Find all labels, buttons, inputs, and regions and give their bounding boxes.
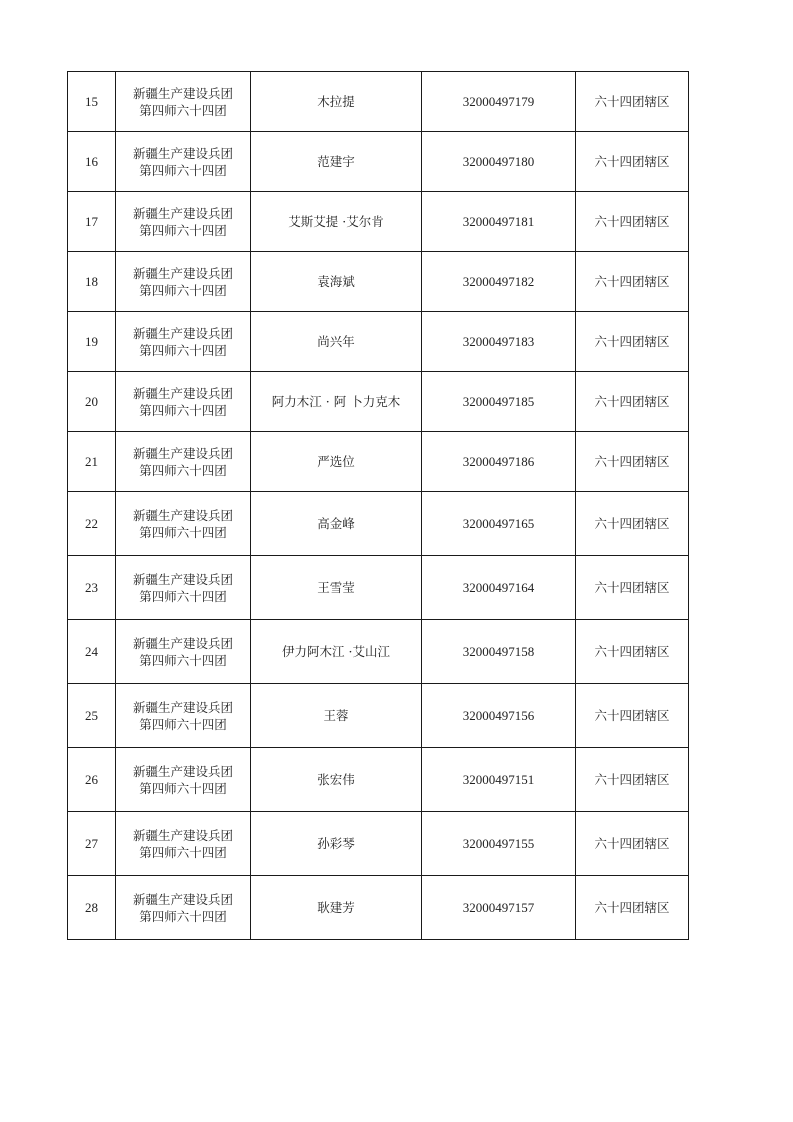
- jurisdiction-area: 六十四团辖区: [576, 252, 689, 312]
- unit-line-1: 新疆生产建设兵团: [132, 635, 233, 651]
- unit-cell: [116, 372, 251, 432]
- person-name: 王雪莹: [251, 556, 422, 620]
- person-name: 范建宇: [251, 132, 422, 192]
- jurisdiction-area: 六十四团辖区: [576, 432, 689, 492]
- table-row: [68, 812, 689, 876]
- jurisdiction-area: 六十四团辖区: [576, 876, 689, 940]
- id-code: 32000497164: [422, 556, 576, 620]
- unit-line-2: 第四师六十四团: [139, 716, 227, 732]
- person-name: 王蓉: [251, 684, 422, 748]
- table-row: [68, 72, 689, 132]
- jurisdiction-area: 六十四团辖区: [576, 72, 689, 132]
- unit-line-2: 第四师六十四团: [139, 282, 227, 298]
- unit-cell: [116, 432, 251, 492]
- unit-line-2: 第四师六十四团: [139, 102, 227, 118]
- jurisdiction-area: 六十四团辖区: [576, 812, 689, 876]
- id-code: 32000497158: [422, 620, 576, 684]
- row-index: 27: [68, 812, 116, 876]
- unit-line-1: 新疆生产建设兵团: [132, 85, 233, 101]
- id-code: 32000497151: [422, 748, 576, 812]
- unit-line-2: 第四师六十四团: [139, 524, 227, 540]
- row-index: 21: [68, 432, 116, 492]
- person-name: 艾斯艾提 ·艾尔肯: [251, 192, 422, 252]
- unit-cell: [116, 620, 251, 684]
- jurisdiction-area: 六十四团辖区: [576, 556, 689, 620]
- jurisdiction-area: 六十四团辖区: [576, 684, 689, 748]
- unit-cell: [116, 748, 251, 812]
- row-index: 24: [68, 620, 116, 684]
- person-name: 袁海斌: [251, 252, 422, 312]
- unit-cell: [116, 492, 251, 556]
- id-code: 32000497185: [422, 372, 576, 432]
- table-row: [68, 432, 689, 492]
- table-row: [68, 312, 689, 372]
- person-name: 孙彩琴: [251, 812, 422, 876]
- roster-table-container: [67, 71, 689, 940]
- unit-cell: [116, 132, 251, 192]
- table-row: [68, 876, 689, 940]
- id-code: 32000497182: [422, 252, 576, 312]
- row-index: 28: [68, 876, 116, 940]
- unit-line-2: 第四师六十四团: [139, 462, 227, 478]
- unit-line-1: 新疆生产建设兵团: [132, 891, 233, 907]
- jurisdiction-area: 六十四团辖区: [576, 312, 689, 372]
- table-row: [68, 620, 689, 684]
- table-row: [68, 372, 689, 432]
- unit-line-1: 新疆生产建设兵团: [132, 827, 233, 843]
- unit-line-1: 新疆生产建设兵团: [132, 385, 233, 401]
- id-code: 32000497186: [422, 432, 576, 492]
- row-index: 22: [68, 492, 116, 556]
- unit-line-1: 新疆生产建设兵团: [132, 699, 233, 715]
- row-index: 18: [68, 252, 116, 312]
- unit-cell: [116, 192, 251, 252]
- row-index: 20: [68, 372, 116, 432]
- roster-table: [67, 71, 689, 940]
- unit-line-2: 第四师六十四团: [139, 402, 227, 418]
- id-code: 32000497165: [422, 492, 576, 556]
- unit-line-2: 第四师六十四团: [139, 588, 227, 604]
- table-row: [68, 684, 689, 748]
- row-index: 17: [68, 192, 116, 252]
- person-name: 尚兴年: [251, 312, 422, 372]
- unit-line-2: 第四师六十四团: [139, 780, 227, 796]
- table-row: [68, 748, 689, 812]
- unit-cell: [116, 876, 251, 940]
- person-name: 伊力阿木江 ·艾山江: [251, 620, 422, 684]
- person-name: 耿建芳: [251, 876, 422, 940]
- unit-line-1: 新疆生产建设兵团: [132, 571, 233, 587]
- person-name: 张宏伟: [251, 748, 422, 812]
- jurisdiction-area: 六十四团辖区: [576, 748, 689, 812]
- unit-line-1: 新疆生产建设兵团: [132, 445, 233, 461]
- unit-line-2: 第四师六十四团: [139, 162, 227, 178]
- unit-line-1: 新疆生产建设兵团: [132, 507, 233, 523]
- unit-cell: [116, 312, 251, 372]
- jurisdiction-area: 六十四团辖区: [576, 372, 689, 432]
- unit-line-2: 第四师六十四团: [139, 652, 227, 668]
- unit-line-2: 第四师六十四团: [139, 222, 227, 238]
- id-code: 32000497181: [422, 192, 576, 252]
- unit-cell: [116, 72, 251, 132]
- unit-cell: [116, 556, 251, 620]
- unit-cell: [116, 252, 251, 312]
- table-body: [68, 72, 689, 940]
- unit-line-1: 新疆生产建设兵团: [132, 763, 233, 779]
- id-code: 32000497156: [422, 684, 576, 748]
- row-index: 19: [68, 312, 116, 372]
- row-index: 25: [68, 684, 116, 748]
- id-code: 32000497157: [422, 876, 576, 940]
- table-row: [68, 252, 689, 312]
- id-code: 32000497180: [422, 132, 576, 192]
- row-index: 16: [68, 132, 116, 192]
- jurisdiction-area: 六十四团辖区: [576, 192, 689, 252]
- table-row: [68, 492, 689, 556]
- jurisdiction-area: 六十四团辖区: [576, 492, 689, 556]
- unit-line-1: 新疆生产建设兵团: [132, 205, 233, 221]
- row-index: 23: [68, 556, 116, 620]
- unit-line-2: 第四师六十四团: [139, 908, 227, 924]
- person-name: 高金峰: [251, 492, 422, 556]
- unit-cell: [116, 684, 251, 748]
- id-code: 32000497155: [422, 812, 576, 876]
- unit-line-2: 第四师六十四团: [139, 844, 227, 860]
- unit-line-1: 新疆生产建设兵团: [132, 265, 233, 281]
- person-name: 木拉提: [251, 72, 422, 132]
- jurisdiction-area: 六十四团辖区: [576, 620, 689, 684]
- row-index: 15: [68, 72, 116, 132]
- id-code: 32000497183: [422, 312, 576, 372]
- unit-cell: [116, 812, 251, 876]
- id-code: 32000497179: [422, 72, 576, 132]
- jurisdiction-area: 六十四团辖区: [576, 132, 689, 192]
- person-name: 阿力木江 · 阿 卜力克木: [251, 372, 422, 432]
- row-index: 26: [68, 748, 116, 812]
- unit-line-1: 新疆生产建设兵团: [132, 145, 233, 161]
- table-row: [68, 192, 689, 252]
- table-row: [68, 556, 689, 620]
- table-row: [68, 132, 689, 192]
- person-name: 严选位: [251, 432, 422, 492]
- unit-line-2: 第四师六十四团: [139, 342, 227, 358]
- unit-line-1: 新疆生产建设兵团: [132, 325, 233, 341]
